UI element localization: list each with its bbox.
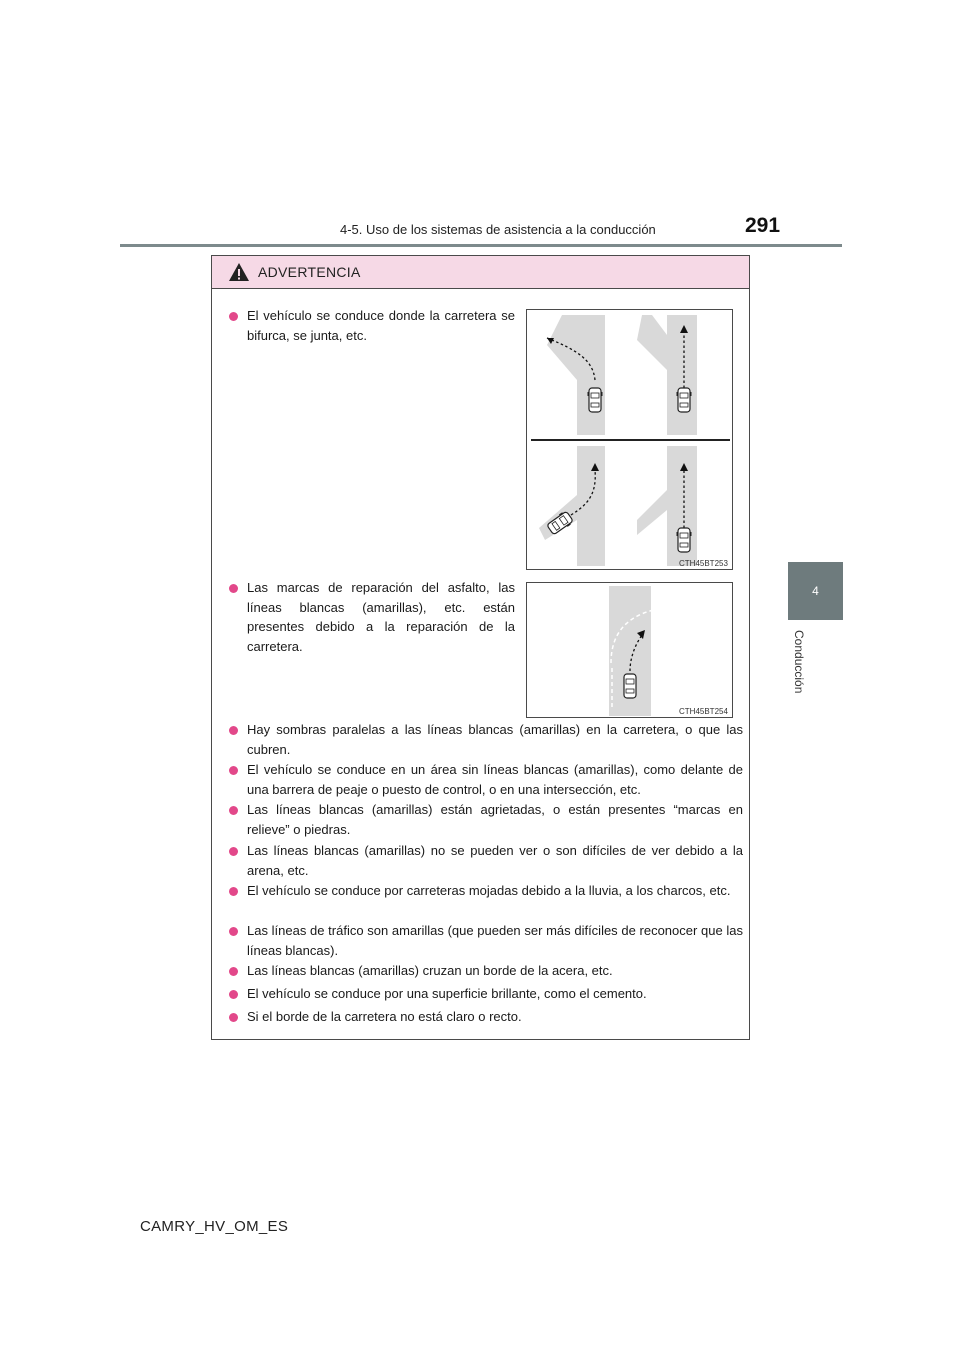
bullet-dot-icon	[229, 847, 238, 856]
warning-triangle-icon	[228, 262, 250, 282]
bullet-dot-icon	[229, 726, 238, 735]
header-rule	[120, 244, 842, 247]
chapter-tab-number: 4	[788, 562, 843, 620]
bullet-item: Las líneas de tráfico son amarillas (que pueden ser más difíciles de reconocer que las líneas blancas).	[229, 921, 743, 960]
figure-road-fork	[526, 309, 733, 570]
bullet-dot-icon	[229, 967, 238, 976]
bullet-item: Las líneas blancas (amarillas) no se pueden ver o son difíciles de ver debido a la arena, etc.	[229, 841, 743, 880]
warning-header	[212, 256, 749, 289]
bullet-dot-icon	[229, 887, 238, 896]
bullet-item: Las marcas de reparación del asfalto, las líneas blancas (amarillas), etc. están presentes debido a la reparación de la carretera.	[229, 578, 515, 656]
bullet-item: Las líneas blancas (amarillas) cruzan un borde de la acera, etc.	[229, 961, 743, 981]
figure-code: CTH45BT253	[679, 559, 728, 568]
bullet-item: Las líneas blancas (amarillas) están agrietadas, o están presentes “marcas en relieve” o piedras.	[229, 800, 743, 839]
figure-code: CTH45BT254	[679, 707, 728, 716]
bullet-item: Si el borde de la carretera no está claro o recto.	[229, 1007, 743, 1027]
page-number: 291	[745, 214, 781, 237]
road-fork-illustration	[527, 310, 734, 571]
figure-asphalt-repair	[526, 582, 733, 718]
manual-code: CAMRY_HV_OM_ES	[140, 1218, 289, 1235]
bullet-item: El vehículo se conduce en un área sin líneas blancas (amarillas), como delante de una barrera de peaje o puesto de control, o en una intersección, etc.	[229, 760, 743, 799]
bullet-dot-icon	[229, 990, 238, 999]
bullet-item: El vehículo se conduce donde la carretera se bifurca, se junta, etc.	[229, 306, 515, 345]
bullet-dot-icon	[229, 584, 238, 593]
bullet-dot-icon	[229, 1013, 238, 1022]
warning-title: ADVERTENCIA	[258, 264, 361, 280]
bullet-item: El vehículo se conduce por una superficie brillante, como el cemento.	[229, 984, 743, 1004]
asphalt-repair-illustration	[527, 583, 734, 719]
bullet-item: El vehículo se conduce por carreteras mojadas debido a la lluvia, a los charcos, etc.	[229, 881, 743, 901]
bullet-dot-icon	[229, 766, 238, 775]
chapter-tab-label: Conducción	[792, 630, 806, 694]
section-title: 4-5. Uso de los sistemas de asistencia a la conducción	[340, 222, 656, 237]
bullet-dot-icon	[229, 312, 238, 321]
bullet-dot-icon	[229, 806, 238, 815]
bullet-item: Hay sombras paralelas a las líneas blancas (amarillas) en la carretera, o que las cubren.	[229, 720, 743, 759]
bullet-dot-icon	[229, 927, 238, 936]
